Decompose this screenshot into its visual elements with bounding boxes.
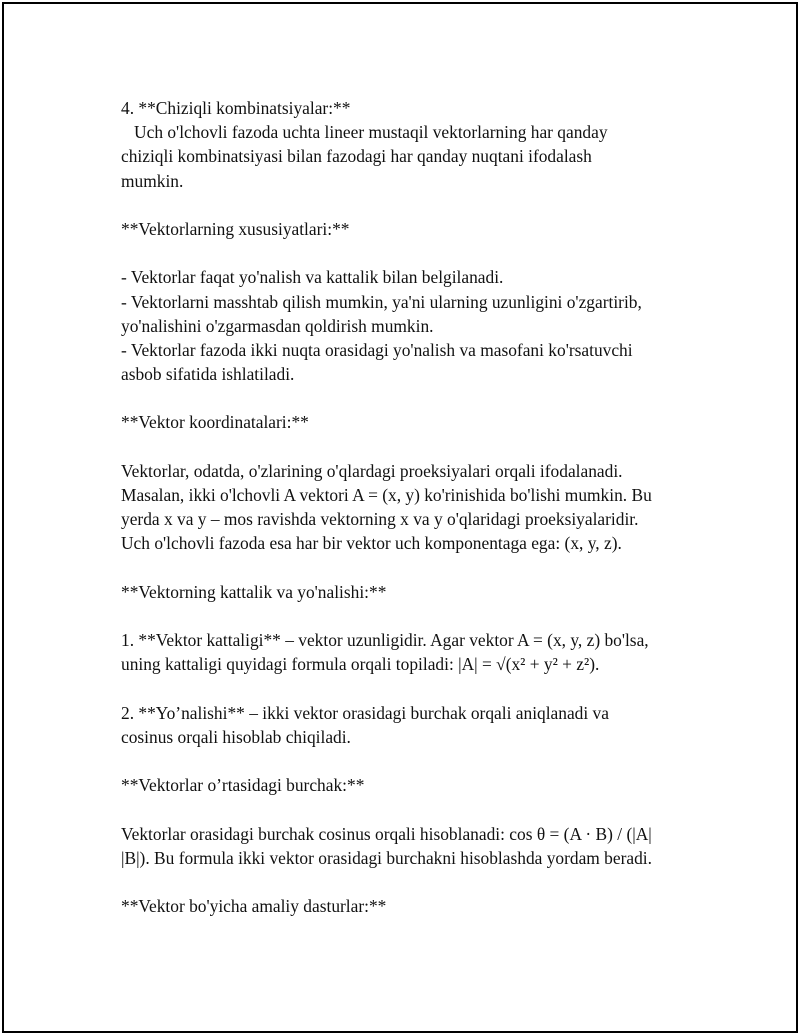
text-line: **Vektor koordinatalari:**: [121, 412, 309, 433]
text-line: Vektorlar orasidagi burchak cosinus orqali hisoblanadi: cos θ = (A · B) / (|A|: [121, 823, 652, 844]
blank-line: [121, 556, 711, 580]
text-line: Uch o'lchovli fazoda esa har bir vektor uch komponentaga ega: (x, y, z).: [121, 533, 622, 554]
blank-line: [121, 749, 711, 773]
text-line: - Vektorlar faqat yo'nalish va kattalik bilan belgilanadi.: [121, 267, 504, 288]
text-line: yo'nalishini o'zgarmasdan qoldirish mumkin.: [121, 315, 434, 336]
text-line: **Vektorlarning xususiyatlari:**: [121, 218, 350, 239]
page-frame: [2, 2, 798, 1033]
text-line: 1. **Vektor kattaligi** – vektor uzunligidir. Agar vektor A = (x, y, z) bo'lsa,: [121, 630, 649, 651]
blank-line: [121, 193, 711, 217]
text-line: uning kattaligi quyidagi formula orqali topiladi: |A| = √(x² + y² + z²).: [121, 654, 600, 675]
text-line: Uch o'lchovli fazoda uchta lineer mustaqil vektorlarning har qanday: [121, 122, 608, 143]
text-line: yerda x va y – mos ravishda vektorning x va y o'qlaridagi proeksiyalaridir.: [121, 509, 639, 530]
text-line: |B|). Bu formula ikki vektor orasidagi burchakni hisoblashda yordam beradi.: [121, 847, 652, 868]
blank-line: [121, 677, 711, 701]
text-line: cosinus orqali hisoblab chiqiladi.: [121, 726, 351, 747]
blank-line: [121, 870, 711, 894]
text-line: mumkin.: [121, 170, 184, 191]
text-line: Masalan, ikki o'lchovli A vektori A = (x, y) ko'rinishida bo'lishi mumkin. Bu: [121, 485, 652, 505]
text-line: **Vektor bo'yicha amaliy dasturlar:**: [121, 896, 387, 917]
text-line: **Vektorlar o’rtasidagi burchak:**: [121, 775, 365, 796]
blank-line: [121, 435, 711, 459]
text-line: chiziqli kombinatsiyasi bilan fazodagi har qanday nuqtani ifodalash: [121, 146, 592, 167]
blank-line: [121, 797, 711, 821]
blank-line: [121, 241, 711, 265]
document-body: [121, 96, 711, 918]
text-line: - Vektorlarni masshtab qilish mumkin, ya'ni ularning uzunligini o'zgartirib,: [121, 291, 642, 312]
text-line: **Vektorning kattalik va yo'nalishi:**: [121, 581, 387, 602]
blank-line: [121, 604, 711, 628]
text-line: Vektorlar, odatda, o'zlarining o'qlardagi proeksiyalari orqali ifodalanadi.: [121, 460, 623, 481]
text-line: - Vektorlar fazoda ikki nuqta orasidagi yo'nalish va masofani ko'rsatuvchi: [121, 339, 633, 360]
text-line: 4. **Chiziqli kombinatsiyalar:**: [121, 98, 351, 118]
text-line: 2. **Yo’nalishi** – ikki vektor orasidagi burchak orqali aniqlanadi va: [121, 702, 609, 723]
text-line: asbob sifatida ishlatiladi.: [121, 364, 295, 385]
blank-line: [121, 386, 711, 410]
